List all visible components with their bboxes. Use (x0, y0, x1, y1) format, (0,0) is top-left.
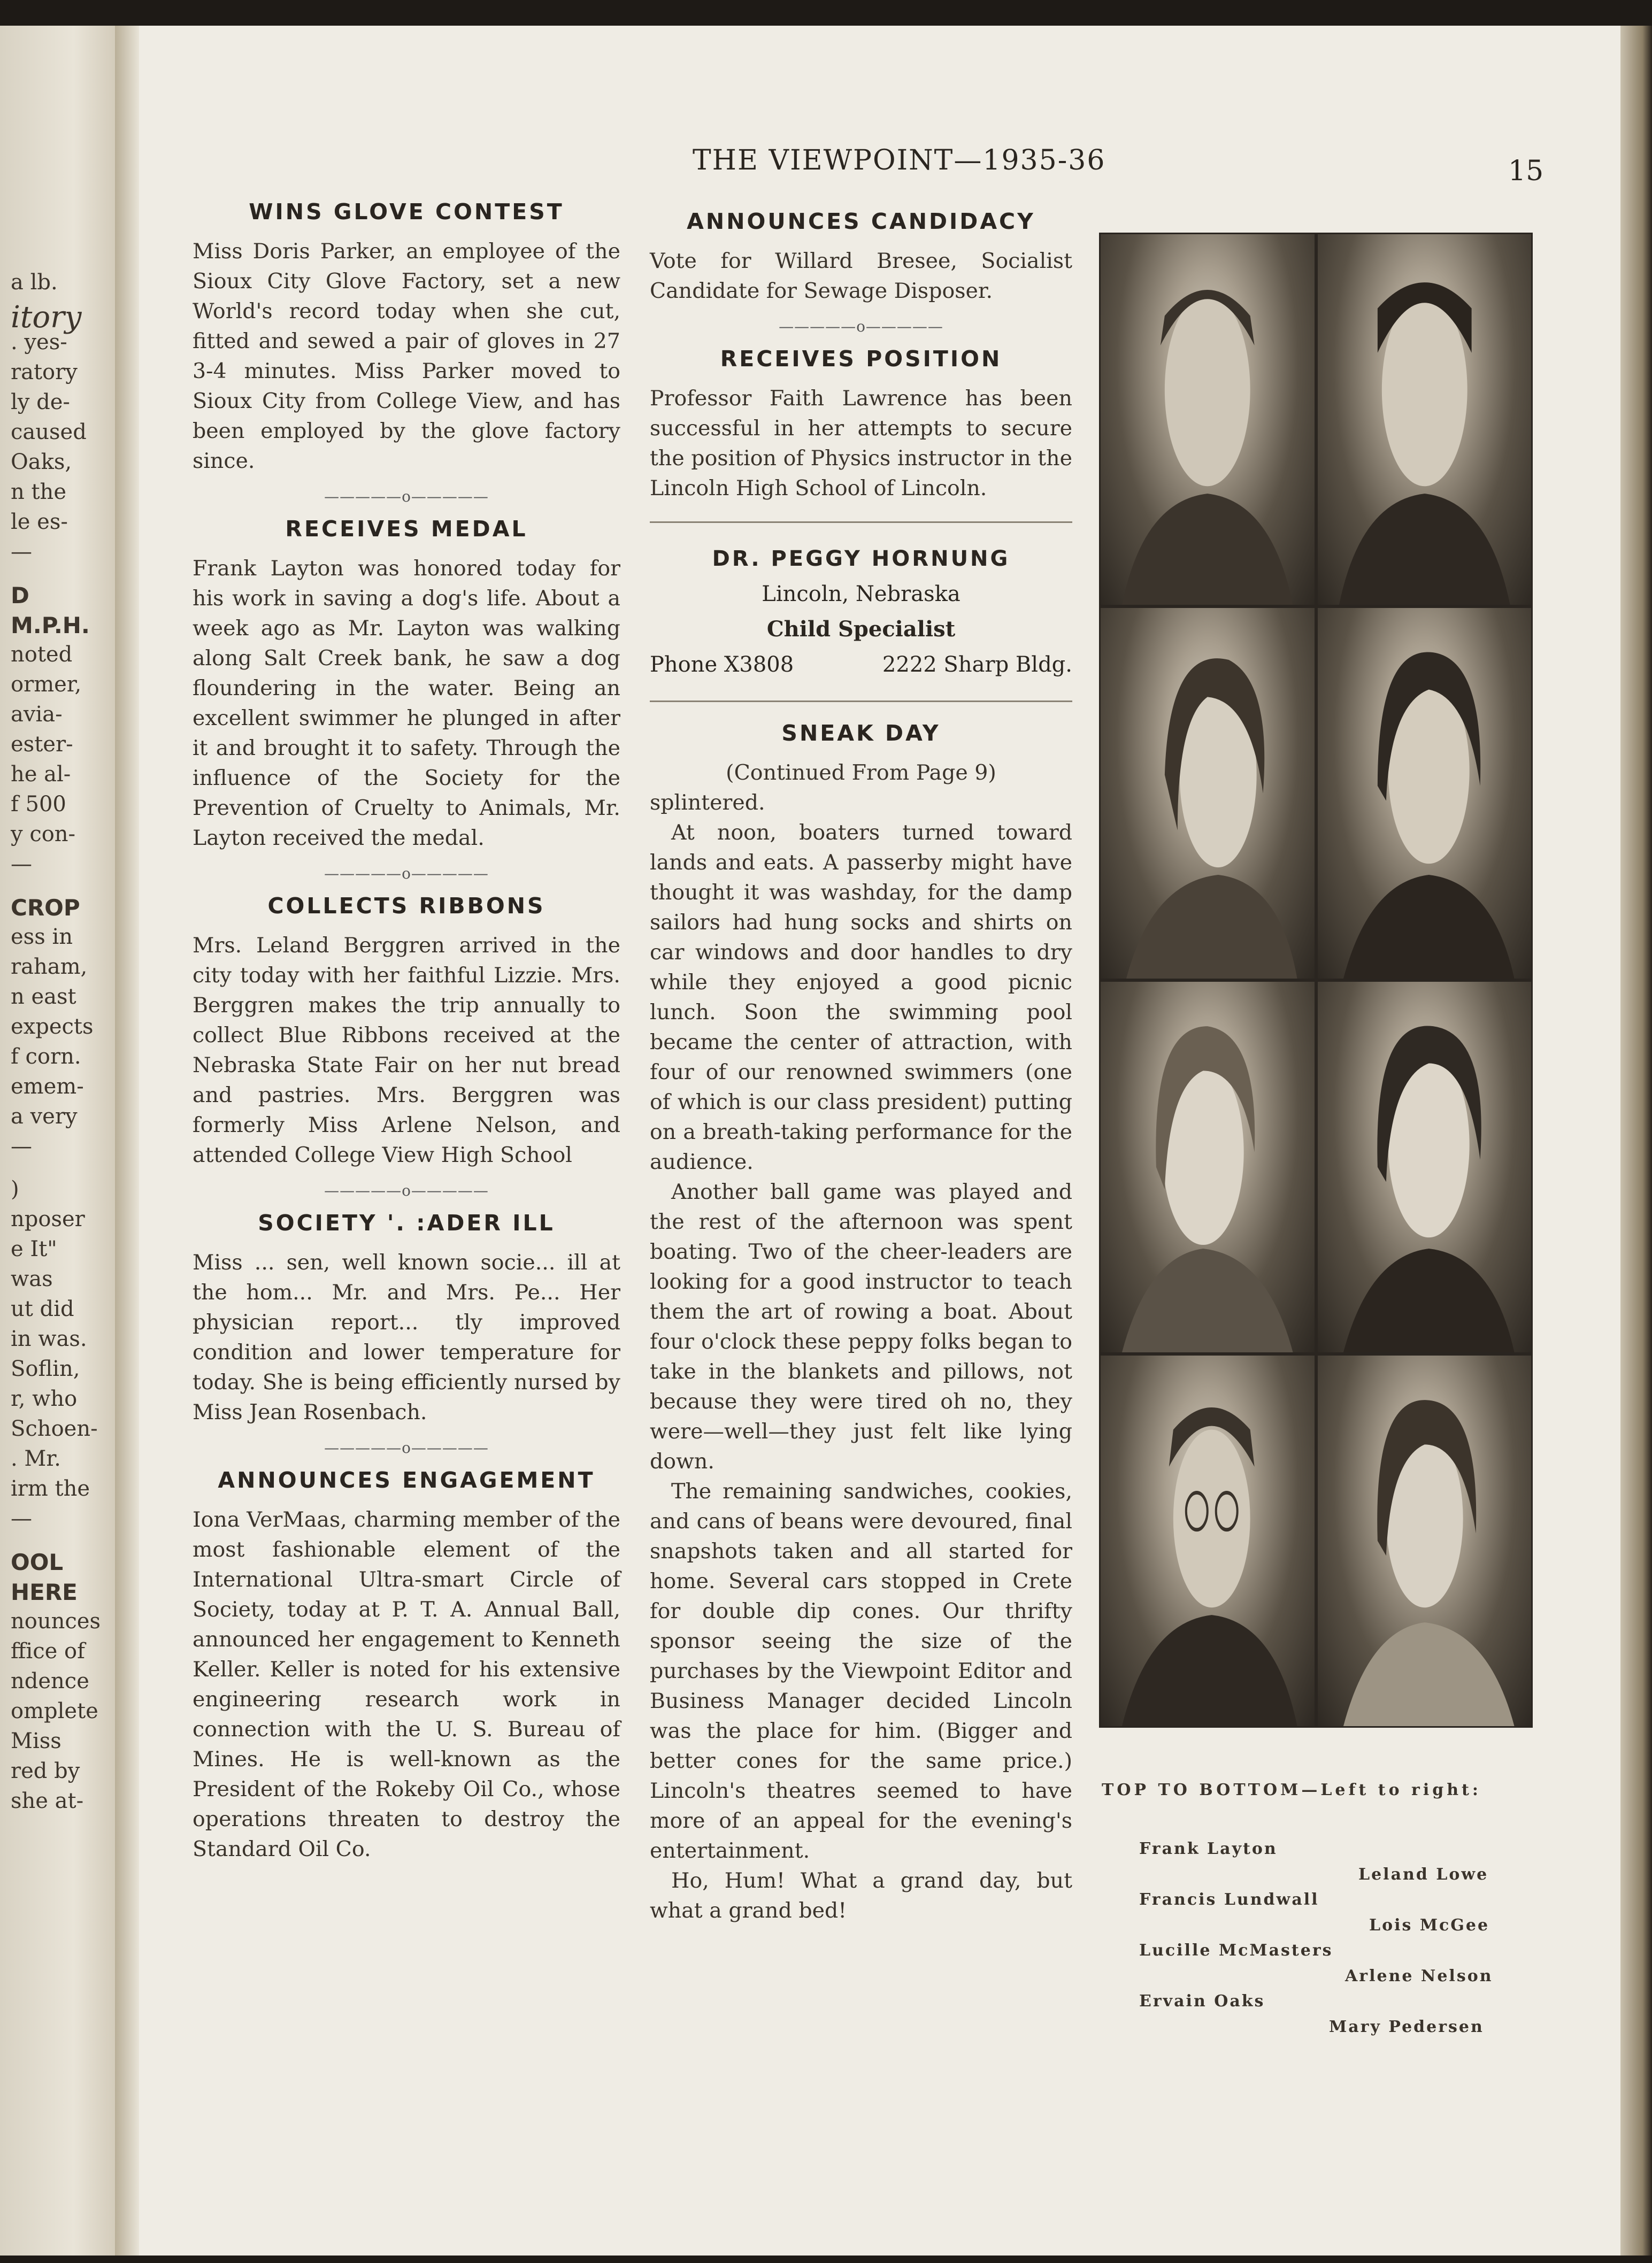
portrait-photo (1101, 1356, 1315, 1726)
portrait-photo (1101, 982, 1315, 1352)
divider (650, 521, 1072, 523)
caption-name: Leland Lowe (1358, 1865, 1489, 1884)
previous-page-fragment: ester- (11, 732, 73, 757)
previous-page-fragment: noted (11, 642, 73, 667)
previous-page-fragment: . Mr. (11, 1446, 61, 1471)
previous-page-fragment: irm the (11, 1476, 90, 1501)
binding-gutter (115, 26, 139, 2256)
article-receives-position: Professor Faith Lawrence has been successful in her attempts to secure the position of Physics instructor in the Lincoln High School of Lincoln. (650, 386, 1072, 501)
portrait-photo (1101, 608, 1315, 979)
previous-page-fragment: e It" (11, 1237, 57, 1261)
ad-phone: Phone X3808 (650, 652, 794, 677)
caption-name: Mary Pedersen (1329, 2018, 1484, 2036)
previous-page-fragment: r, who (11, 1387, 78, 1411)
continued-note: (Continued From Page 9) (726, 760, 996, 785)
portrait-photo (1318, 234, 1532, 605)
article-receives-medal: Frank Layton was honored today for his work in saving a dog's life. About a week ago as Mr. Layton was walking along Salt Creek bank, he saw a dog floundering in the water. Being an excellent swimmer he plunged in after it and brought it to safety. Through the influence of the Society for the Prevention of Cruelty to Animals, Mr. Layton received the medal. (193, 556, 620, 850)
headline-sneak-day: SNEAK DAY (781, 720, 941, 746)
sneak-day-paragraph: Ho, Hum! What a grand day, but what a grand bed! (650, 1868, 1072, 1923)
portrait-grid (1099, 233, 1533, 1728)
article-wins-glove-contest: Miss Doris Parker, an employee of the Sioux City Glove Factory, set a new World's record today when she cut, fitted and sewed a pair of gloves in 27 3-4 minutes. Miss Parker moved to Sioux City from College View, and has been employed by the glove factory since. (193, 239, 620, 473)
ad-address: 2222 Sharp Bldg. (882, 652, 1072, 677)
previous-page-fragment: she at- (11, 1789, 84, 1813)
previous-page-fragment: ly de- (11, 390, 70, 414)
previous-page-fragment: HERE (11, 1579, 78, 1605)
previous-page-fragment: Schoen- (11, 1417, 98, 1441)
previous-page-fragment: ess in (11, 925, 73, 949)
article-collects-ribbons: Mrs. Leland Berggren arrived in the city today with her faithful Lizzie. Mrs. Berggren makes the trip annually to collect Blue Ribbons received at the Nebraska State Fair on her nut bread and pastries. Mrs. Berggren was formerly Miss Arlene Nelson, and attended College View High School (193, 933, 620, 1167)
caption-name: Frank Layton (1139, 1839, 1278, 1858)
previous-page-fragment: — (11, 1134, 32, 1159)
portrait-photo (1318, 982, 1532, 1352)
previous-page-fragment: itory (11, 300, 82, 335)
article-society-leader-ill: Miss ... sen, well known socie... ill at the hom... Mr. and Mrs. Pe... Her physician report... tly improved condition and lower temperature for today. She is being efficiently nursed by Miss Jean Rosenbach. (193, 1250, 620, 1425)
separator: —————o————— (324, 488, 489, 505)
headline-society-leader-ill: SOCIETY '. :ADER ILL (258, 1210, 555, 1236)
page-number: 15 (1508, 155, 1544, 187)
previous-page-fragment: raham, (11, 955, 88, 979)
previous-page-fragment: M.P.H. (11, 612, 90, 638)
article-announces-engagement: Iona VerMaas, charming member of the most fashionable element of the International Ultra-smart Circle of Society, today at P. T. A. Annual Ball, announced her engagement to Kenneth Keller. Keller is noted for his extensive engineering research work in connection with the U. S. Bureau of Mines. He is well-known as the President of the Rokeby Oil Co., whose operations threaten to destroy the Standard Oil Co. (193, 1507, 620, 1861)
caption-name: Lucille McMasters (1139, 1941, 1333, 1960)
caption-title: TOP TO BOTTOM—Left to right: (1102, 1781, 1481, 1799)
previous-page-fragment: Oaks, (11, 450, 72, 474)
previous-page-fragment: ndence (11, 1669, 89, 1694)
previous-page-fragment: f 500 (11, 792, 66, 817)
separator: —————o————— (324, 1182, 489, 1199)
separator: —————o————— (324, 1439, 489, 1457)
ad-contact-row (650, 647, 1072, 682)
running-header: THE VIEWPOINT—1935-36 (693, 144, 1106, 176)
headline-wins-glove-contest: WINS GLOVE CONTEST (249, 199, 564, 225)
previous-page-fragment: a lb. (11, 270, 58, 295)
separator: —————o————— (324, 865, 489, 882)
previous-page-fragment: ormer, (11, 672, 82, 697)
previous-page-fragment: expects (11, 1014, 94, 1039)
previous-page-fragment: ) (11, 1177, 19, 1202)
previous-page-fragment: he al- (11, 762, 71, 787)
previous-page-fragment: caused (11, 420, 87, 444)
previous-page-fragment: n east (11, 984, 76, 1009)
portrait-photo (1318, 608, 1532, 979)
previous-page-fragment: avia- (11, 702, 63, 727)
previous-page-fragment: Soflin, (11, 1357, 80, 1381)
previous-page-fragment: D (11, 582, 29, 609)
divider (650, 701, 1072, 702)
portrait-photo (1318, 1356, 1532, 1726)
previous-page-fragment: n the (11, 480, 66, 504)
ad-name: DR. PEGGY HORNUNG (712, 546, 1010, 571)
previous-page-fragment: ffice of (11, 1639, 85, 1664)
previous-page-fragment: . yes- (11, 330, 67, 355)
previous-page-fragment: y con- (11, 822, 76, 846)
advertisement (650, 541, 1072, 682)
ad-specialty: Child Specialist (766, 617, 956, 642)
column-two (650, 209, 1072, 1926)
caption-name: Ervain Oaks (1139, 1992, 1265, 2011)
previous-page-fragment: a very (11, 1104, 78, 1129)
headline-receives-position: RECEIVES POSITION (720, 346, 1002, 372)
previous-page-fragment: ratory (11, 360, 78, 384)
previous-page-fragment: OOL (11, 1549, 64, 1575)
portrait-photo (1101, 234, 1315, 605)
headline-announces-candidacy: ANNOUNCES CANDIDACY (687, 209, 1035, 234)
previous-page-fragment: nposer (11, 1207, 85, 1231)
previous-page-fragment: — (11, 540, 32, 564)
column-one (193, 199, 620, 1864)
previous-page-fragment: Miss (11, 1729, 62, 1753)
previous-page-fragment: — (11, 1506, 32, 1531)
caption-name: Arlene Nelson (1345, 1967, 1493, 1985)
previous-page-fragment: ut did (11, 1297, 74, 1321)
previous-page-fragment: was (11, 1267, 53, 1291)
headline-receives-medal: RECEIVES MEDAL (285, 516, 528, 542)
previous-page-fragment: le es- (11, 510, 68, 534)
caption-name: Lois McGee (1369, 1916, 1490, 1935)
previous-page-fragment: red by (11, 1759, 80, 1783)
ad-city: Lincoln, Nebraska (762, 582, 961, 606)
article-announces-candidacy: Vote for Willard Bresee, Socialist Candidate for Sewage Disposer. (650, 249, 1072, 303)
sneak-day-paragraph: splintered. (650, 790, 765, 815)
previous-page-fragment: omplete (11, 1699, 98, 1723)
sneak-day-paragraph: At noon, boaters turned toward lands and eats. A passerby might have thought it was washday, for the damp sailors had hung socks and shirts on car windows and door handles to dry while they enjoyed a good picnic lunch. Soon the swimming pool became the center of attraction, with four of our renowned swimmers (one of which is our class president) putting on a breath-taking performance for the audience. (650, 820, 1072, 1174)
page-right-edge (1620, 26, 1652, 2256)
headline-announces-engagement: ANNOUNCES ENGAGEMENT (218, 1467, 595, 1493)
caption-name: Francis Lundwall (1139, 1890, 1319, 1909)
separator: —————o————— (779, 318, 943, 335)
sneak-day-paragraph: The remaining sandwiches, cookies, and cans of beans were devoured, final snapshots taken and all started for home. Several cars stopped in Crete for double dip cones. Our thrifty sponsor seeing the size of the purchases by the Viewpoint Editor and Business Manager decided Lincoln was the place for him. (Bigger and better cones for the same price.) Lincoln's theatres seemed to have more of an appeal for the evening's entertainment. (650, 1479, 1072, 1863)
previous-page-fragment: in was. (11, 1327, 87, 1351)
previous-page-fragment: emem- (11, 1074, 84, 1099)
previous-page-fragment: nounces (11, 1609, 101, 1634)
previous-page-fragment: — (11, 852, 32, 876)
sneak-day-paragraph: Another ball game was played and the rest of the afternoon was spent boating. Two of the cheer-leaders are looking for a good instructor to teach them the art of rowing a boat. About four o'clock these peppy folks began to take in the blankets and pillows, not because they were tired oh no, they were—well—they just felt like lying down. (650, 1180, 1072, 1474)
previous-page-fragment: CROP (11, 895, 80, 921)
previous-page-fragment: f corn. (11, 1044, 81, 1069)
headline-collects-ribbons: COLLECTS RIBBONS (267, 893, 545, 919)
